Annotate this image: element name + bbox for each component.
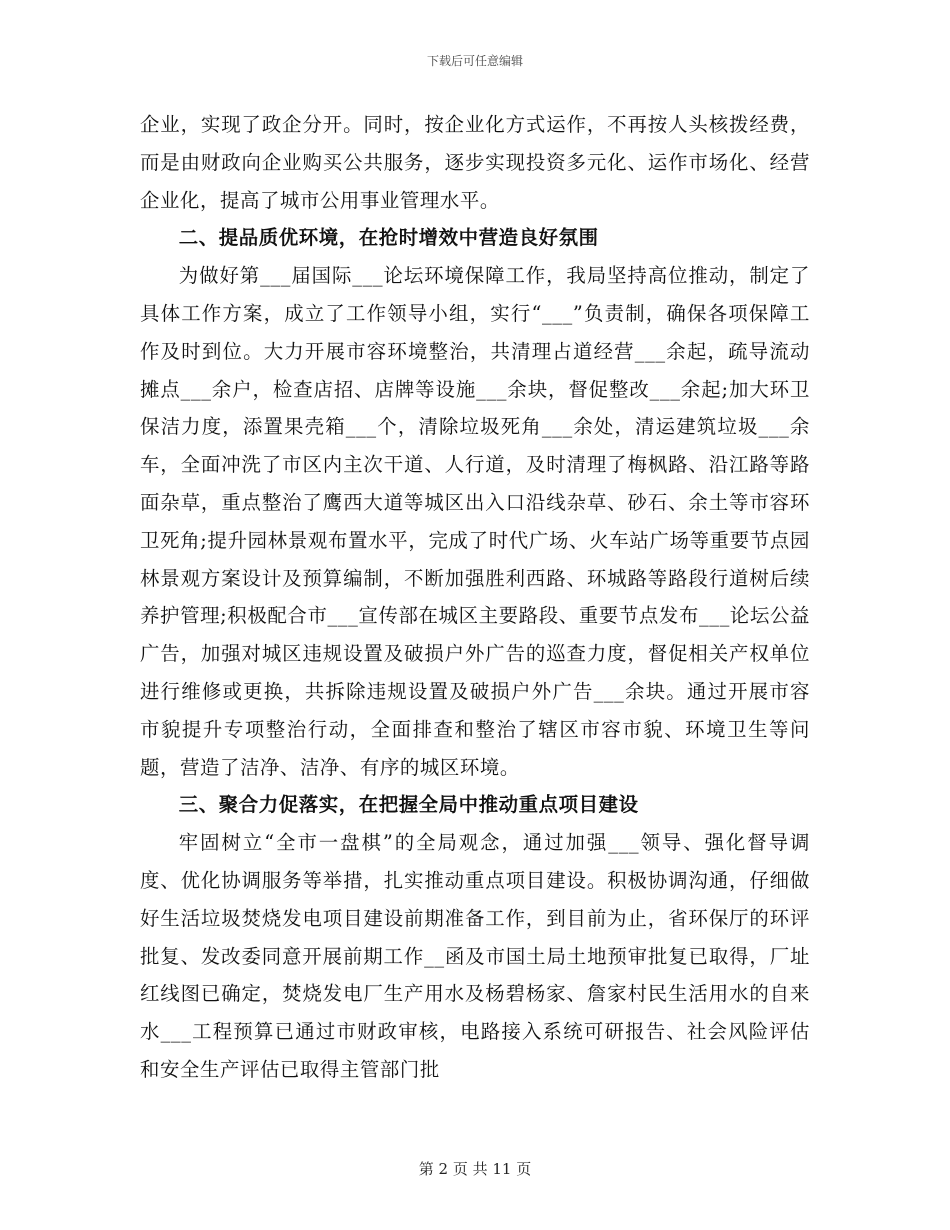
section-heading-2: 二、提品质优环境，在抢时增效中营造良好氛围 [178, 226, 599, 250]
paragraph-continued: 企业，实现了政企分开。同时，按企业化方式运作，不再按人头核拨经费，而是由财政向企业购买公共服务，逐步实现投资多元化、运作市场化、经营企业化，提高了城市公用事业管理水平。 [140, 113, 810, 212]
page-header-note: 下载后可任意编辑 [426, 54, 523, 68]
document-body [140, 106, 810, 1089]
page-number-footer: 第 2 页 共 11 页 [418, 1160, 532, 1178]
paragraph-projects: 牢固树立“全市一盘棋”的全局观念，通过加强___领导、强化督导调度、优化协调服务等举措，扎实推动重点项目建设。积极协调沟通，仔细做好生活垃圾焚烧发电项目建设前期准备工作，到目前为止，省环保厅的环评批复、发改委同意开展前期工作__函及市国土局土地预审批复已取得，厂址红线图已确定，焚烧发电厂生产用水及杨碧杨家、詹家村民生活用水的自来水___工程预算已通过市财政审核，电路接入系统可研报告、社会风险评估和安全生产评估已取得主管部门批 [140, 831, 810, 1081]
paragraph-environment: 为做好第___届国际___论坛环境保障工作，我局坚持高位推动，制定了具体工作方案，成立了工作领导小组，实行“___”负责制，确保各项保障工作及时到位。大力开展市容环境整治，共清理占道经营___余起，疏导流动摊点___余户，检查店招、店牌等设施___余块，督促整改___余起;加大环卫保洁力度，添置果壳箱___个，清除垃圾死角___余处，清运建筑垃圾___余车，全面冲洗了市区内主次干道、人行道，及时清理了梅枫路、沿江路等路面杂草，重点整治了鹰西大道等城区出入口沿线杂草、砂石、余土等市容环卫死角;提升园林景观布置水平，完成了时代广场、火车站广场等重要节点园林景观方案设计及预算编制，不断加强胜利西路、环城路等路段行道树后续养护管理;积极配合市___宣传部在城区主要路段、重要节点发布___论坛公益广告，加强对城区违规设置及破损户外广告的巡查力度，督促相关产权单位进行维修或更换，共拆除违规设置及破损户外广告___余块。通过开展市容市貌提升专项整治行动，全面排查和整治了辖区市容市貌、环境卫生等问题，营造了洁净、洁净、有序的城区环境。 [140, 264, 810, 779]
section-heading-3: 三、聚合力促落实，在把握全局中推动重点项目建设 [178, 793, 639, 817]
